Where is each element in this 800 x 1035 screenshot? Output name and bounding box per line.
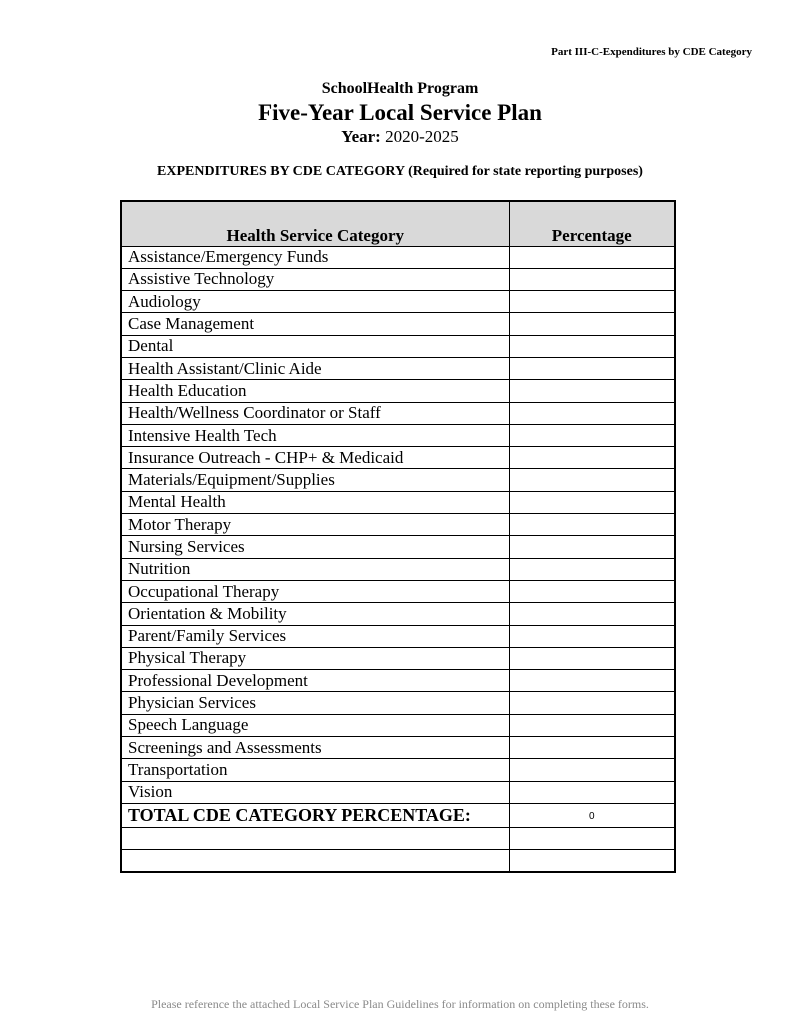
blank-category-cell[interactable] <box>121 850 509 872</box>
category-cell: Assistive Technology <box>121 268 509 290</box>
percentage-cell[interactable] <box>509 558 675 580</box>
category-cell: Professional Development <box>121 670 509 692</box>
percentage-cell[interactable] <box>509 536 675 558</box>
table-row <box>121 759 675 781</box>
year-value: 2020-2025 <box>385 127 459 146</box>
expenditures-table <box>120 200 676 873</box>
category-cell: Occupational Therapy <box>121 580 509 602</box>
section-heading: EXPENDITURES BY CDE CATEGORY (Required for state reporting purposes) <box>157 164 643 179</box>
blank-percentage-cell[interactable] <box>509 850 675 872</box>
table-row <box>121 625 675 647</box>
table-row <box>121 246 675 268</box>
table-row <box>121 447 675 469</box>
category-cell: Mental Health <box>121 491 509 513</box>
category-cell: Intensive Health Tech <box>121 424 509 446</box>
table-row <box>121 402 675 424</box>
table-row <box>121 603 675 625</box>
table-row <box>121 357 675 379</box>
category-cell: Orientation & Mobility <box>121 603 509 625</box>
blank-row <box>121 827 675 849</box>
percentage-cell[interactable] <box>509 781 675 803</box>
category-cell: Screenings and Assessments <box>121 737 509 759</box>
plan-title: Five-Year Local Service Plan <box>258 100 542 125</box>
table-row <box>121 536 675 558</box>
percentage-cell[interactable] <box>509 380 675 402</box>
category-cell: Physical Therapy <box>121 647 509 669</box>
blank-row <box>121 850 675 872</box>
category-cell: Materials/Equipment/Supplies <box>121 469 509 491</box>
table-row <box>121 580 675 602</box>
table-row <box>121 558 675 580</box>
category-cell: Vision <box>121 781 509 803</box>
percentage-cell[interactable] <box>509 268 675 290</box>
percentage-cell[interactable] <box>509 402 675 424</box>
percentage-cell[interactable] <box>509 424 675 446</box>
percentage-cell[interactable] <box>509 246 675 268</box>
category-cell: Health/Wellness Coordinator or Staff <box>121 402 509 424</box>
part-label: Part III-C-Expenditures by CDE Category <box>551 46 752 58</box>
percentage-cell[interactable] <box>509 759 675 781</box>
table-body <box>121 246 675 872</box>
category-cell: Audiology <box>121 291 509 313</box>
category-cell: Health Assistant/Clinic Aide <box>121 357 509 379</box>
table-row <box>121 491 675 513</box>
footer-note: Please reference the attached Local Service Plan Guidelines for information on completing these forms. <box>151 997 649 1011</box>
table-row <box>121 670 675 692</box>
total-label: TOTAL CDE CATEGORY PERCENTAGE: <box>121 803 509 827</box>
percentage-cell[interactable] <box>509 603 675 625</box>
blank-category-cell[interactable] <box>121 827 509 849</box>
category-cell: Dental <box>121 335 509 357</box>
percentage-cell[interactable] <box>509 447 675 469</box>
category-cell: Insurance Outreach - CHP+ & Medicaid <box>121 447 509 469</box>
percentage-cell[interactable] <box>509 580 675 602</box>
percentage-cell[interactable] <box>509 313 675 335</box>
percentage-cell[interactable] <box>509 514 675 536</box>
category-cell: Speech Language <box>121 714 509 736</box>
table-row <box>121 647 675 669</box>
percentage-cell[interactable] <box>509 291 675 313</box>
table-row <box>121 424 675 446</box>
total-value: 0 <box>509 803 675 827</box>
percentage-cell[interactable] <box>509 714 675 736</box>
table-row <box>121 781 675 803</box>
category-cell: Nutrition <box>121 558 509 580</box>
program-name: SchoolHealth Program <box>321 80 479 97</box>
category-cell: Parent/Family Services <box>121 625 509 647</box>
table-row <box>121 714 675 736</box>
percentage-cell[interactable] <box>509 737 675 759</box>
table-row <box>121 692 675 714</box>
table-row <box>121 514 675 536</box>
percentage-column-header: Percentage <box>509 201 675 246</box>
total-row <box>121 803 675 827</box>
percentage-cell[interactable] <box>509 692 675 714</box>
year-label: Year: <box>341 127 381 146</box>
table-row <box>121 313 675 335</box>
category-cell: Physician Services <box>121 692 509 714</box>
percentage-cell[interactable] <box>509 491 675 513</box>
category-cell: Motor Therapy <box>121 514 509 536</box>
category-cell: Case Management <box>121 313 509 335</box>
percentage-cell[interactable] <box>509 670 675 692</box>
table-row <box>121 268 675 290</box>
table-row <box>121 469 675 491</box>
category-cell: Nursing Services <box>121 536 509 558</box>
table-row <box>121 380 675 402</box>
percentage-cell[interactable] <box>509 625 675 647</box>
table-header-row <box>121 201 675 246</box>
year-line <box>0 127 800 147</box>
table-row <box>121 335 675 357</box>
category-cell: Assistance/Emergency Funds <box>121 246 509 268</box>
blank-percentage-cell[interactable] <box>509 827 675 849</box>
percentage-cell[interactable] <box>509 335 675 357</box>
percentage-cell[interactable] <box>509 469 675 491</box>
category-cell: Transportation <box>121 759 509 781</box>
percentage-cell[interactable] <box>509 357 675 379</box>
table-row <box>121 291 675 313</box>
category-column-header: Health Service Category <box>121 201 509 246</box>
category-cell: Health Education <box>121 380 509 402</box>
percentage-cell[interactable] <box>509 647 675 669</box>
table-row <box>121 737 675 759</box>
